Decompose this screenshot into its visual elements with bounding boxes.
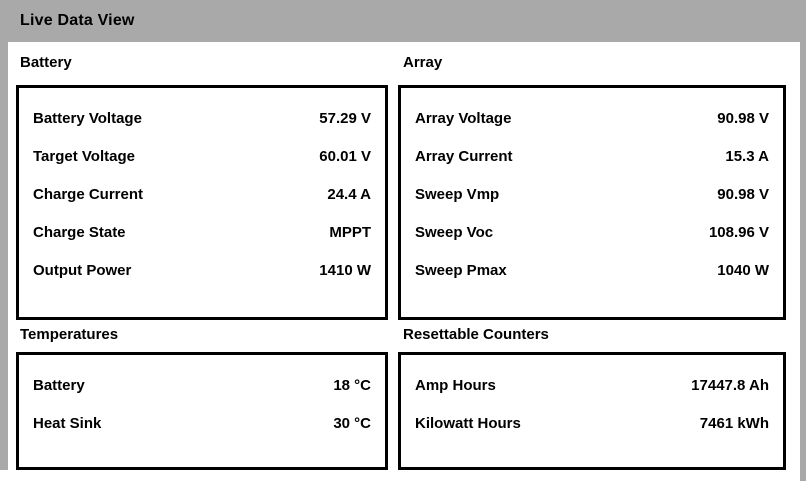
data-value: 1040 W bbox=[717, 261, 769, 279]
data-label: Charge Current bbox=[33, 185, 144, 203]
row-target-voltage bbox=[33, 137, 371, 175]
row-sweep-voc bbox=[415, 213, 769, 251]
data-label: Charge State bbox=[33, 223, 126, 241]
data-value: 57.29 V bbox=[319, 109, 371, 127]
data-value: 18 °C bbox=[333, 376, 371, 394]
data-label: Sweep Vmp bbox=[415, 185, 500, 203]
data-label: Target Voltage bbox=[33, 147, 135, 165]
data-value: 90.98 V bbox=[717, 185, 769, 203]
data-value: 60.01 V bbox=[319, 147, 371, 165]
data-value: 15.3 A bbox=[725, 147, 769, 165]
right-frame-strip bbox=[800, 0, 806, 481]
data-label: Battery bbox=[33, 376, 85, 394]
data-label: Kilowatt Hours bbox=[415, 414, 521, 432]
row-battery-voltage bbox=[33, 99, 371, 137]
battery-panel bbox=[16, 85, 388, 320]
temperatures-panel bbox=[16, 352, 388, 470]
data-value: 30 °C bbox=[333, 414, 371, 432]
resettable-counters-panel-title: Resettable Counters bbox=[403, 326, 549, 343]
battery-panel-title: Battery bbox=[20, 54, 72, 71]
window-title: Live Data View bbox=[20, 12, 135, 29]
row-amp-hours bbox=[415, 366, 769, 404]
data-label: Array Voltage bbox=[415, 109, 512, 127]
data-value: 24.4 A bbox=[327, 185, 371, 203]
temperatures-panel-title: Temperatures bbox=[20, 326, 119, 343]
data-label: Sweep Voc bbox=[415, 223, 494, 241]
data-value: 7461 kWh bbox=[699, 414, 769, 432]
row-heat-sink-temperature bbox=[33, 404, 371, 442]
data-label: Output Power bbox=[33, 261, 132, 279]
row-array-voltage bbox=[415, 99, 769, 137]
row-charge-current bbox=[33, 175, 371, 213]
row-kilowatt-hours bbox=[415, 404, 769, 442]
data-value: 90.98 V bbox=[717, 109, 769, 127]
data-label: Array Current bbox=[415, 147, 513, 165]
array-panel-title: Array bbox=[403, 54, 443, 71]
data-label: Sweep Pmax bbox=[415, 261, 507, 279]
array-panel bbox=[398, 85, 786, 320]
data-label: Battery Voltage bbox=[33, 109, 142, 127]
data-value: 17447.8 Ah bbox=[691, 376, 769, 394]
row-sweep-pmax bbox=[415, 251, 769, 289]
data-label: Heat Sink bbox=[33, 414, 102, 432]
row-sweep-vmp bbox=[415, 175, 769, 213]
data-label: Amp Hours bbox=[415, 376, 496, 394]
data-value: 108.96 V bbox=[708, 223, 769, 241]
title-bar bbox=[0, 0, 802, 42]
row-output-power bbox=[33, 251, 371, 289]
left-frame-strip bbox=[0, 42, 8, 470]
data-value: 1410 W bbox=[319, 261, 371, 279]
row-array-current bbox=[415, 137, 769, 175]
resettable-counters-panel bbox=[398, 352, 786, 470]
data-value: MPPT bbox=[329, 223, 371, 241]
row-charge-state bbox=[33, 213, 371, 251]
row-battery-temperature bbox=[33, 366, 371, 404]
